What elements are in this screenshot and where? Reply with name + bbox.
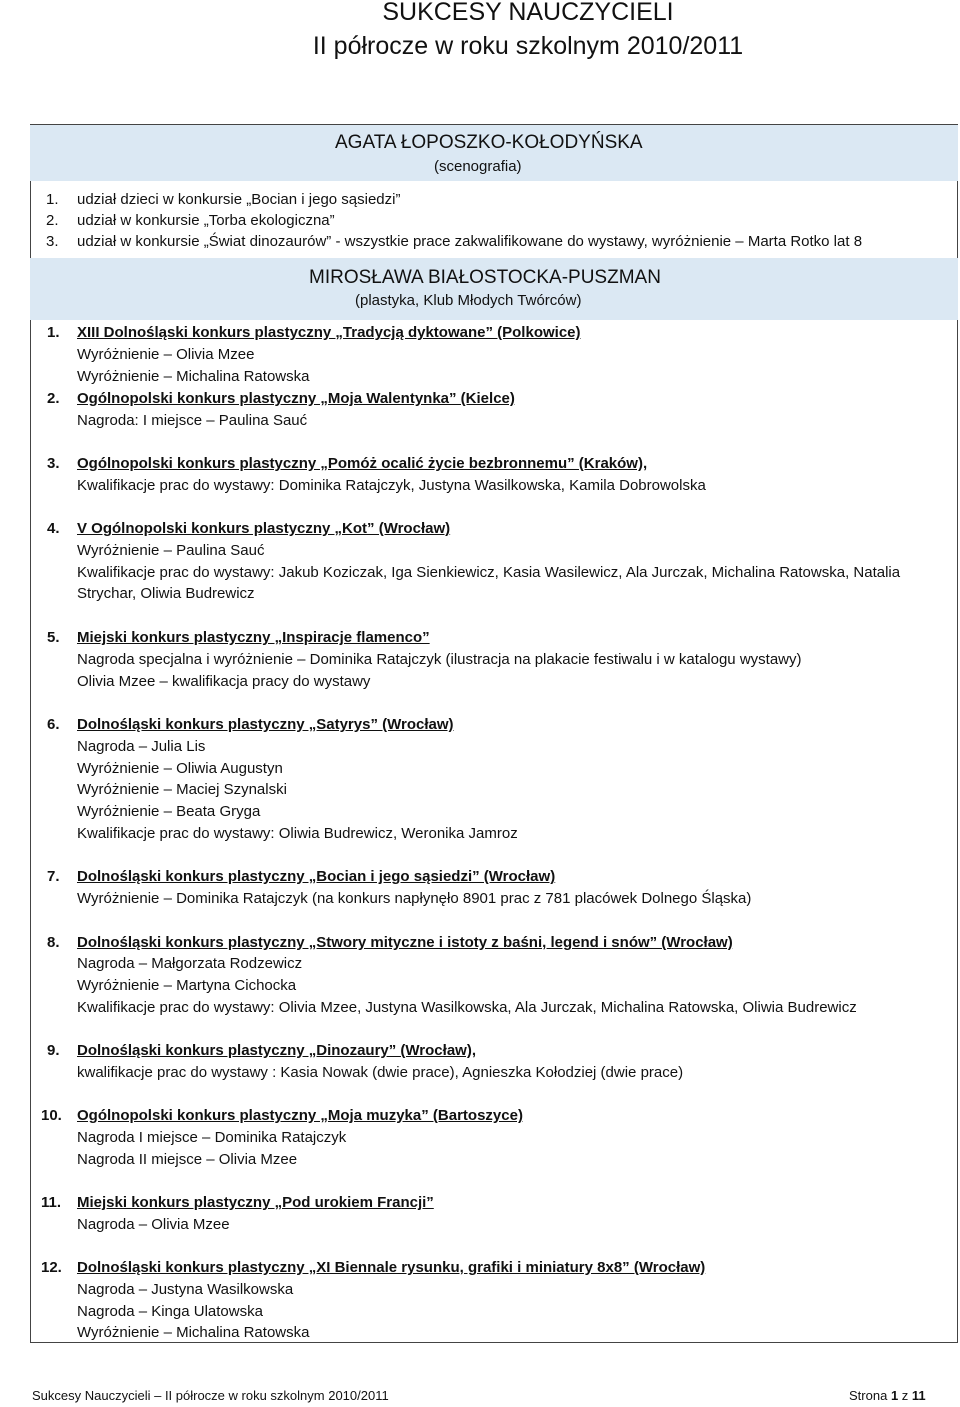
result-line: Wyróżnienie – Oliwia Augustyn — [77, 760, 283, 777]
footer-left: Sukcesy Nauczycieli – II półrocze w roku szkolnym 2010/2011 — [32, 1388, 389, 1403]
list-item-number: 2. — [46, 212, 59, 229]
list-item-number: 3. — [47, 455, 60, 472]
page-subtitle: II półrocze w roku szkolnym 2010/2011 — [312, 32, 744, 60]
footer-page-number: Strona 1 z 11 — [849, 1388, 926, 1403]
contest-title: Dolnośląski konkurs plastyczny „Satyrys” (Wrocław) — [77, 716, 454, 733]
result-line: Strychar, Oliwia Budrewicz — [77, 585, 255, 602]
contest-title: Miejski konkurs plastyczny „Inspiracje flamenco” — [77, 629, 430, 646]
result-line: kwalifikacje prac do wystawy : Kasia Nowak (dwie prace), Agnieszka Kołodziej (dwie prace) — [77, 1064, 684, 1081]
result-line: Wyróżnienie – Michalina Ratowska — [77, 1324, 310, 1341]
result-line: Nagroda: I miejsce – Paulina Sauć — [77, 412, 308, 429]
result-line: Kwalifikacje prac do wystawy: Olivia Mzee, Justyna Wasilkowska, Ala Jurczak, Michalina Ratowska, Oliwia Budrewicz — [77, 999, 857, 1016]
result-line: Wyróżnienie – Paulina Sauć — [77, 542, 265, 559]
contest-title: XIII Dolnośląski konkurs plastyczny „Tradycją dyktowane” (Polkowice) — [77, 324, 581, 341]
list-item-number: 3. — [46, 233, 59, 250]
list-item: udział dzieci w konkursie „Bocian i jego sąsiedzi” — [77, 191, 401, 208]
list-item-number: 5. — [47, 629, 60, 646]
contest-title: Dolnośląski konkurs plastyczny „Stwory mityczne i istoty z baśni, legend i snów” (Wrocław) — [77, 934, 733, 951]
list-item-number: 7. — [47, 868, 60, 885]
result-line: Wyróżnienie – Dominika Ratajczyk (na konkurs napłynęło 8901 prac z 781 placówek Dolnego Śląska) — [77, 890, 752, 907]
contest-title: Dolnośląski konkurs plastyczny „Bocian i jego sąsiedzi” (Wrocław) — [77, 868, 556, 885]
result-line: Kwalifikacje prac do wystawy: Oliwia Budrewicz, Weronika Jamroz — [77, 825, 518, 842]
result-line: Wyróżnienie – Olivia Mzee — [77, 346, 255, 363]
result-line: Nagroda – Justyna Wasilkowska — [77, 1281, 294, 1298]
list-item-number: 12. — [41, 1259, 62, 1276]
result-line: Wyróżnienie – Beata Gryga — [77, 803, 261, 820]
result-line: Nagroda specjalna i wyróżnienie – Dominika Ratajczyk (ilustracja na plakacie festiwalu i w katalogu wystawy) — [77, 651, 802, 668]
result-line: Nagroda – Małgorzata Rodzewicz — [77, 955, 303, 972]
contest-title: V Ogólnopolski konkurs plastyczny „Kot” (Wrocław) — [77, 520, 451, 537]
result-line: Nagroda – Olivia Mzee — [77, 1216, 230, 1233]
list-item-number: 2. — [47, 390, 60, 407]
list-item: udział w konkursie „Świat dinozaurów” - wszystkie prace zakwalifikowane do wystawy, wyróżnienie – Marta Rotko lat 8 — [77, 233, 863, 250]
result-line: Kwalifikacje prac do wystawy: Dominika Ratajczyk, Justyna Wasilkowska, Kamila Dobrowolska — [77, 477, 706, 494]
result-line: Nagroda I miejsce – Dominika Ratajczyk — [77, 1129, 347, 1146]
list-item-number: 6. — [47, 716, 60, 733]
result-line: Olivia Mzee – kwalifikacja pracy do wystawy — [77, 673, 371, 690]
page-title: SUKCESY NAUCZYCIELI — [382, 0, 674, 26]
list-item: udział w konkursie „Torba ekologiczna” — [77, 212, 335, 229]
contest-title: Miejski konkurs plastyczny „Pod urokiem Francji” — [77, 1194, 434, 1211]
list-item-number: 8. — [47, 934, 60, 951]
result-line: Nagroda – Julia Lis — [77, 738, 206, 755]
list-item-number: 10. — [41, 1107, 62, 1124]
contest-title: Dolnośląski konkurs plastyczny „XI Biennale rysunku, grafiki i miniatury 8x8” (Wrocław) — [77, 1259, 706, 1276]
result-line: Wyróżnienie – Maciej Szynalski — [77, 781, 287, 798]
list-item-number: 1. — [47, 324, 60, 341]
contest-title: Ogólnopolski konkurs plastyczny „Pomóż ocalić życie bezbronnemu” (Kraków), — [77, 455, 648, 472]
contest-title: Dolnośląski konkurs plastyczny „Dinozaury” (Wrocław), — [77, 1042, 476, 1059]
list-item-number: 11. — [41, 1194, 62, 1211]
list-item-number: 1. — [46, 191, 59, 208]
result-line: Nagroda – Kinga Ulatowska — [77, 1303, 263, 1320]
list-item-number: 9. — [47, 1042, 60, 1059]
result-line: Kwalifikacje prac do wystawy: Jakub Koziczak, Iga Sienkiewicz, Kasia Wasilewicz, Ala Jurczak, Michalina Ratowska, Natalia — [77, 564, 901, 581]
result-line: Wyróżnienie – Martyna Cichocka — [77, 977, 297, 994]
contest-title: Ogólnopolski konkurs plastyczny „Moja muzyka” (Bartoszyce) — [77, 1107, 523, 1124]
contest-title: Ogólnopolski konkurs plastyczny „Moja Walentynka” (Kielce) — [77, 390, 515, 407]
result-line: Wyróżnienie – Michalina Ratowska — [77, 368, 310, 385]
list-item-number: 4. — [47, 520, 60, 537]
result-line: Nagroda II miejsce – Olivia Mzee — [77, 1151, 298, 1168]
